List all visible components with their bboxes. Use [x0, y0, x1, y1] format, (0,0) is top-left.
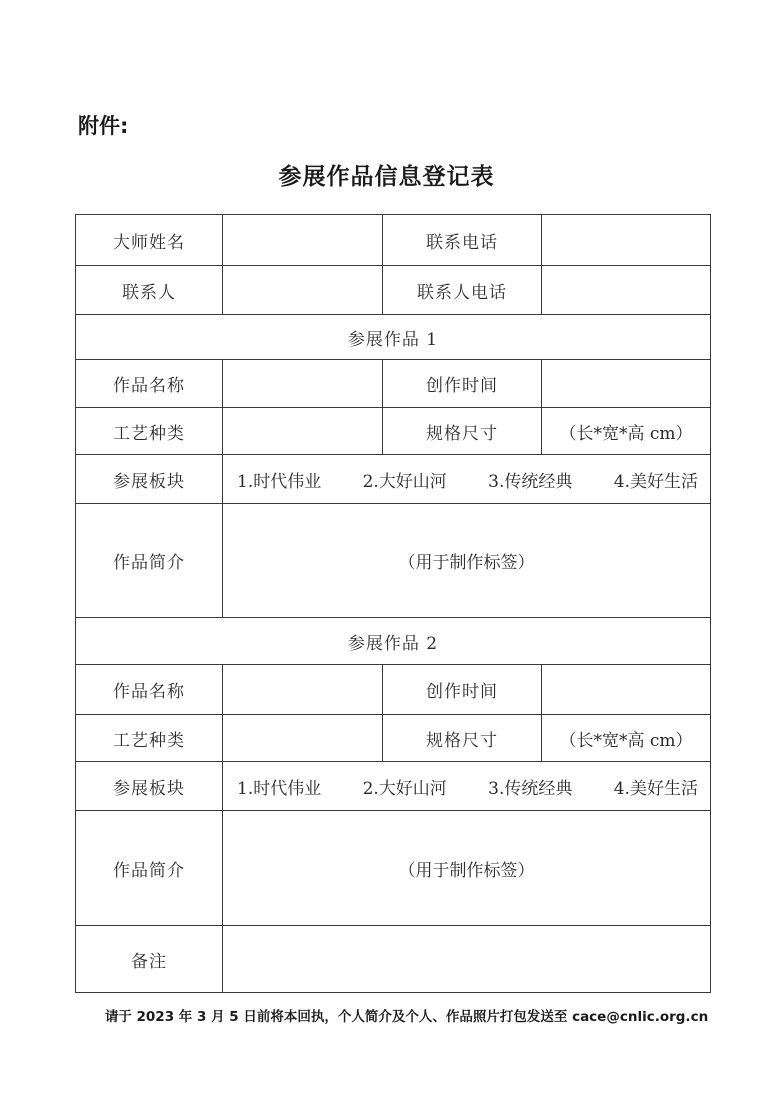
work2-section-title: 参展作品 2 [76, 618, 711, 665]
contact-field[interactable] [223, 266, 383, 315]
work2-time-label: 创作时间 [383, 665, 542, 715]
remarks-label: 备注 [76, 926, 223, 993]
work2-craft-field[interactable] [223, 715, 383, 762]
form-title: 参展作品信息登记表 [278, 164, 495, 190]
work2-time-field[interactable] [542, 665, 711, 715]
footer-note: 请于 2023 年 3 月 5 日前将本回执，个人简介及个人、作品照片打包发送至 cace@cnlic.org.cn [104, 1009, 709, 1025]
work1-section-title: 参展作品 1 [76, 315, 711, 360]
contact-row [76, 266, 711, 315]
work2-category-option-1[interactable]: 1.时代伟业 [237, 778, 322, 799]
work1-craft-row [76, 408, 711, 455]
work1-name-field[interactable] [223, 360, 383, 408]
master-phone-field[interactable] [542, 215, 711, 266]
work1-craft-label: 工艺种类 [76, 408, 223, 455]
master-phone-label: 联系电话 [383, 215, 542, 266]
work2-category-options [223, 762, 711, 811]
work2-name-label: 作品名称 [76, 665, 223, 715]
work1-intro-label: 作品简介 [76, 504, 223, 618]
work1-category-option-4[interactable]: 4.美好生活 [613, 471, 698, 492]
remarks-field[interactable] [223, 926, 711, 993]
work2-category-label: 参展板块 [76, 762, 223, 811]
registration-form-table [75, 214, 711, 993]
master-name-label: 大师姓名 [76, 215, 223, 266]
work1-category-option-1[interactable]: 1.时代伟业 [237, 471, 322, 492]
work2-intro-field[interactable]: （用于制作标签） [223, 811, 711, 926]
work1-category-row [76, 455, 711, 504]
work2-craft-label: 工艺种类 [76, 715, 223, 762]
master-name-row [76, 215, 711, 266]
work1-intro-field[interactable]: （用于制作标签） [223, 504, 711, 618]
remarks-row [76, 926, 711, 993]
work1-time-label: 创作时间 [383, 360, 542, 408]
contact-phone-field[interactable] [542, 266, 711, 315]
contact-phone-label: 联系人电话 [383, 266, 542, 315]
work2-size-hint[interactable]: （长*宽*高 cm） [542, 715, 711, 762]
master-name-field[interactable] [223, 215, 383, 266]
work2-category-row [76, 762, 711, 811]
work2-name-field[interactable] [223, 665, 383, 715]
work1-section-row [76, 315, 711, 360]
work2-intro-label: 作品简介 [76, 811, 223, 926]
work1-time-field[interactable] [542, 360, 711, 408]
attachment-label: 附件: [78, 114, 129, 138]
work1-category-option-3[interactable]: 3.传统经典 [488, 471, 573, 492]
work2-category-option-3[interactable]: 3.传统经典 [488, 778, 573, 799]
work2-size-label: 规格尺寸 [383, 715, 542, 762]
work1-name-row [76, 360, 711, 408]
work1-category-options [223, 455, 711, 504]
contact-label: 联系人 [76, 266, 223, 315]
work1-category-option-2[interactable]: 2.大好山河 [362, 471, 447, 492]
work2-craft-row [76, 715, 711, 762]
work1-size-hint[interactable]: （长*宽*高 cm） [542, 408, 711, 455]
work2-section-row [76, 618, 711, 665]
work1-craft-field[interactable] [223, 408, 383, 455]
work2-category-option-2[interactable]: 2.大好山河 [362, 778, 447, 799]
work2-intro-row [76, 811, 711, 926]
work2-category-option-4[interactable]: 4.美好生活 [613, 778, 698, 799]
work1-category-label: 参展板块 [76, 455, 223, 504]
work1-size-label: 规格尺寸 [383, 408, 542, 455]
work1-intro-row [76, 504, 711, 618]
work1-name-label: 作品名称 [76, 360, 223, 408]
work2-name-row [76, 665, 711, 715]
